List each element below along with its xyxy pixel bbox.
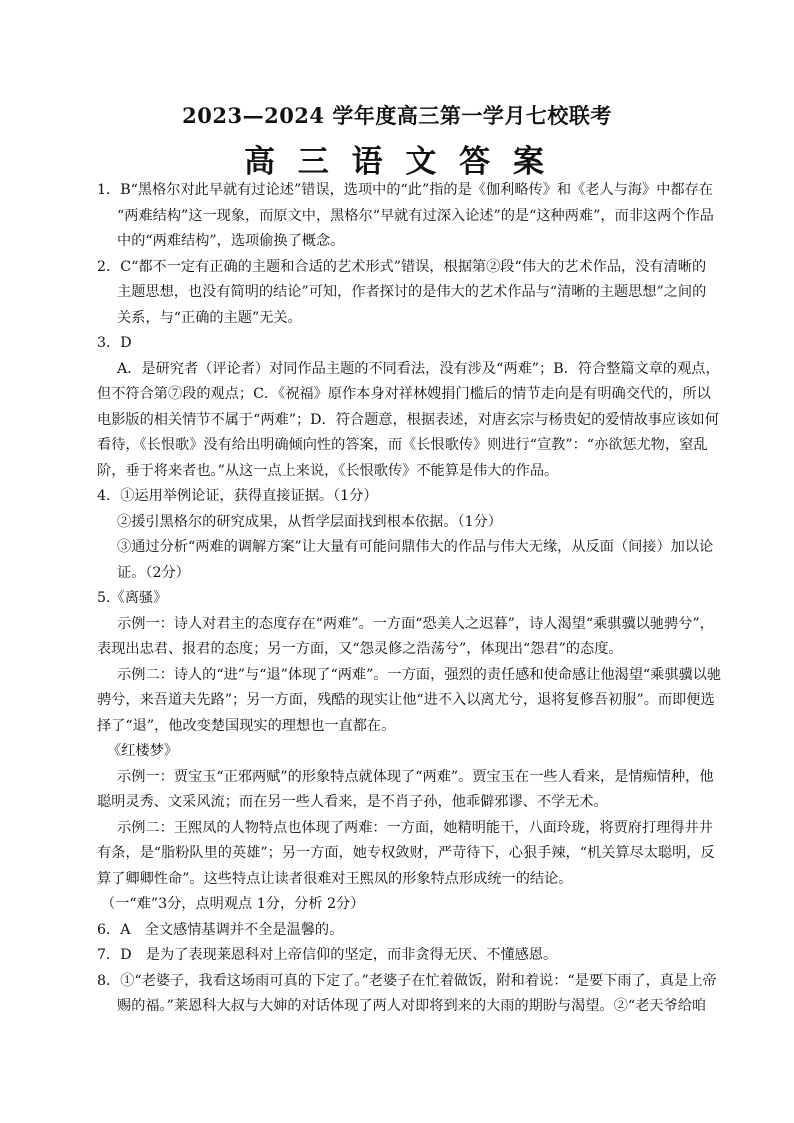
text-line: 有条，是“脂粉队里的英雄”；另一方面，她专权敛财，严苛待下，心狠手辣，“机关算尽太聪明，反 xyxy=(97,845,715,861)
text-line: 赐的福。”莱恩科大叔与大婶的对话体现了两人对即将到来的大雨的期盼与渴望。②“老天爷给咱 xyxy=(117,998,707,1014)
text-line: ②援引黑格尔的研究成果，从哲学层面找到根本依据。（1分） xyxy=(117,513,502,530)
text-line: 7．D 是为了表现莱恩科对上帝信仰的坚定，而非贪得无厌、不懂感恩。 xyxy=(97,947,558,963)
text-line: 《红楼梦》 xyxy=(107,743,178,759)
text-line: 示例二：王熙凤的人物特点也体现了两难：一方面，她精明能干，八面玲珑，将贾府打理得井井 xyxy=(117,819,713,836)
answer-content xyxy=(97,178,722,1020)
text-line: （一“难”3分，点明观点 1分，分析 2分） xyxy=(101,896,365,912)
text-line: 5.《离骚》 xyxy=(97,590,168,606)
exam-title: 2023—2024 学年度高三第一学月七校联考 xyxy=(182,103,612,128)
text-line: 主题思想，也没有简明的结论”可知，作者探讨的是伟大的艺术作品与“清晰的主题思想”之间的 xyxy=(117,284,707,300)
text-line: 阶，垂于将来者也。”从这一点上来说，《长恨歌传》不能算是伟大的作品。 xyxy=(97,462,559,479)
text-line: 表现出忠君、报君的态度；另一方面，又“怨灵修之浩荡兮”，体现出“怨君”的态度。 xyxy=(97,641,623,657)
text-line: 算了卿卿性命”。这些特点让读者很难对王熙凤的形象特点形成统一的结论。 xyxy=(97,870,573,887)
page-title: 高 三 语 文 答 案 xyxy=(244,144,550,180)
text-line: 3．D xyxy=(97,335,132,351)
text-line: 聪明灵秀、文采风流；而在另一些人看来，是不肖子孙，他乖僻邪谬、不学无术。 xyxy=(97,794,608,810)
text-line: 示例二：诗人的“进”与“退”体现了“两难”。一方面，强烈的责任感和使命感让他渴望“乘骐骥以驰 xyxy=(117,666,722,683)
text-line: 1．B“黑格尔对此早就有过论述”错误，选项中的“此”指的是《伽利略传》和《老人与海》中都存在 xyxy=(97,182,713,198)
text-line: 示例一：贾宝玉“正邪两赋”的形象特点就体现了“两难”。贾宝玉在一些人看来，是情痴情种，他 xyxy=(117,768,714,785)
text-line: 2．C“都不一定有正确的主题和合适的艺术形式”错误，根据第②段“伟大的艺术作品，没有清晰的 xyxy=(97,258,707,275)
text-line: 示例一：诗人对君主的态度存在“两难”。一方面“恐美人之迟暮”，诗人渴望“乘骐骥以驰骋兮”， xyxy=(117,615,714,632)
text-line: 4．①运用举例论证，获得直接证据。（1分） xyxy=(97,488,378,504)
text-line: 证。（2分） xyxy=(117,564,190,581)
text-line: “两难结构”这一现象，而原文中，黑格尔“早就有过深入论述”的是“这种两难”，而非这两个作品 xyxy=(117,207,714,224)
text-line: 电影版的相关情节不属于“两难”；D．符合题意，根据表述，对唐玄宗与杨贵妃的爱情故事应该如何 xyxy=(97,411,719,428)
text-line: 中的“两难结构”，选项偷换了概念。 xyxy=(117,233,345,249)
text-line: 6．A 全文感情基调并不全是温馨的。 xyxy=(97,921,344,938)
text-line: 择了“退”，他改变楚国现实的理想也一直都在。 xyxy=(97,717,396,734)
text-line: A．是研究者（评论者）对同作品主题的不同看法，没有涉及“两难”；B．符合整篇文章的观点， xyxy=(117,360,720,377)
text-line: 但不符合第⑦段的观点；C．《祝福》原作本身对祥林嫂捐门槛后的情节走向是有明确交代的，所以 xyxy=(97,386,711,402)
text-line: 8．①“老婆子，我看这场雨可真的下定了。”老婆子在忙着做饭，附和着说：“是要下雨了，真是上帝 xyxy=(97,972,717,989)
text-line: 骋兮，来吾道夫先路”；另一方面，残酷的现实让他“进不入以离尤兮，退将复修吾初服”。而即便选 xyxy=(97,692,715,708)
text-line: 看待，《长恨歌》没有给出明确倾向性的答案，而《长恨歌传》则进行“宣教”：“亦欲惩尤物，窒乱 xyxy=(97,437,708,453)
text-line: 关系，与“正确的主题”无关。 xyxy=(117,309,302,326)
text-line: ③通过分析“两难的调解方案”让大量有可能问鼎伟大的作品与伟大无缘，从反面（间接）加以论 xyxy=(117,539,714,555)
